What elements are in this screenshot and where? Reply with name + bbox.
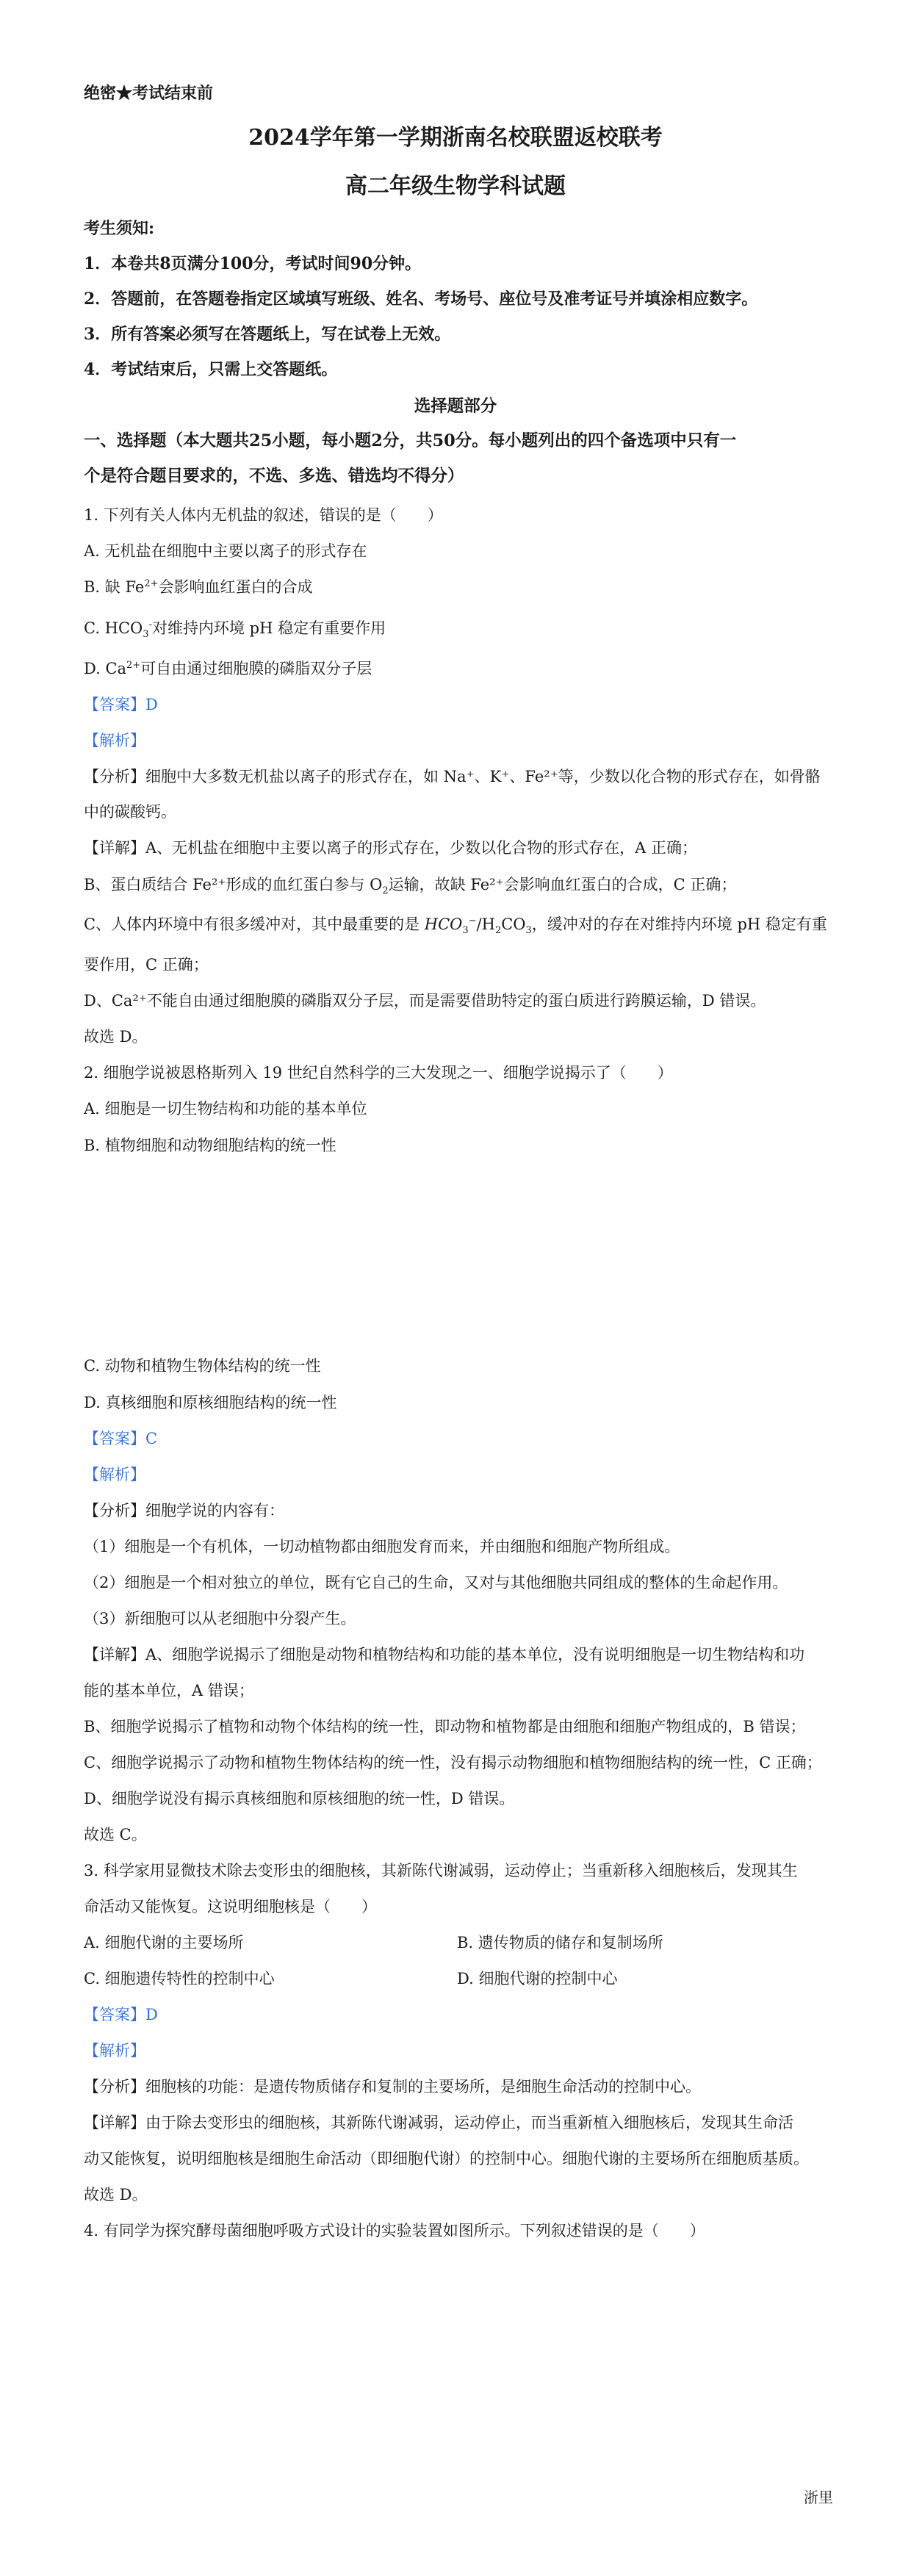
question-2-option-b: B. 植物细胞和动物细胞结构的统一性: [84, 1137, 336, 1154]
question-1-detail: D、Ca²⁺不能自由通过细胞膜的磷脂双分子层，而是需要借助特定的蛋白质进行跨膜运输，D 错误。: [84, 992, 766, 1010]
question-1-detail: C、人体内环境中有很多缓冲对，其中最重要的是 $HCO_3^-/H_2CO_3$，缓冲对的存在对维持内环境 pH 稳定有重: [84, 915, 827, 937]
question-2-option-a: A. 细胞是一切生物结构和功能的基本单位: [84, 1100, 367, 1118]
question-1-analysis: 中的碳酸钙。: [84, 803, 176, 821]
question-1-detail: 【详解】A、无机盐在细胞中主要以离子的形式存在，少数以化合物的形式存在，A 正确；: [84, 839, 698, 857]
question-3-detail: 【详解】由于除去变形虫的细胞核，其新陈代谢减弱，运动停止，而当重新植入细胞核后，发现其生命活: [84, 2114, 793, 2131]
question-3-detail: 动又能恢复，说明细胞核是细胞生命活动（即细胞代谢）的控制中心。细胞代谢的主要场所在细胞质基质。: [84, 2150, 809, 2167]
question-2-answer: 【答案】C: [84, 1430, 158, 1447]
question-3-analysis: 【分析】细胞核的功能：是遗传物质储存和复制的主要场所，是细胞生命活动的控制中心。: [84, 2078, 701, 2095]
question-3-option-c: C. 细胞遗传特性的控制中心: [84, 1970, 275, 1987]
question-1-detail: B、蛋白质结合 Fe²⁺形成的血红蛋白参与 $O_2$运输，故缺 Fe²⁺会影响血红蛋白的合成，C 正确；: [84, 876, 737, 897]
notice-heading: 考生须知:: [84, 219, 155, 238]
question-2-analysis-label: 【解析】: [84, 1466, 145, 1483]
question-2-stem: 2. 细胞学说被恩格斯列入 19 世纪自然科学的三大发现之一、细胞学说揭示了（ ）: [84, 1064, 673, 1082]
question-3-analysis-label: 【解析】: [84, 2042, 145, 2059]
question-2-conclusion: 故选 C。: [84, 1826, 147, 1843]
question-1-detail: 要作用，C 正确；: [84, 956, 209, 974]
question-3-option-d: D. 细胞代谢的控制中心: [457, 1970, 618, 1987]
question-3-answer: 【答案】D: [84, 2006, 158, 2023]
question-2-analysis: （2）细胞是一个相对独立的单位，既有它自己的生命，又对与其他细胞共同组成的整体的生命起作用。: [84, 1574, 788, 1591]
question-1-conclusion: 故选 D。: [84, 1028, 148, 1046]
question-2-detail: B、细胞学说揭示了植物和动物个体结构的统一性，即动物和植物都是由细胞和细胞产物组成的，B 错误；: [84, 1718, 806, 1735]
confidential-label: 绝密★考试结束前: [84, 84, 214, 103]
question-2-option-c: C. 动物和植物生物体结构的统一性: [84, 1357, 321, 1375]
question-3-stem: 命活动又能恢复。这说明细胞核是（ ）: [84, 1898, 377, 1915]
question-1-option-b: B. 缺 $Fe^{2+}$会影响血红蛋白的合成: [84, 578, 313, 596]
exam-title: 2024学年第一学期浙南名校联盟返校联考: [248, 125, 663, 151]
question-2-detail: D、细胞学说没有揭示真核细胞和原核细胞的统一性，D 错误。: [84, 1790, 515, 1807]
question-1-stem: 1. 下列有关人体内无机盐的叙述，错误的是（ ）: [84, 506, 443, 524]
question-1-option-d: D. $Ca^{2+}$可自由通过细胞膜的磷脂双分子层: [84, 660, 372, 677]
section-instruction: 一、选择题（本大题共25小题，每小题2分，共50分。每小题列出的四个备选项中只有一: [84, 431, 737, 450]
question-1-answer: 【答案】D: [84, 696, 158, 713]
question-1-option-a: A. 无机盐在细胞中主要以离子的形式存在: [84, 542, 367, 560]
question-1-analysis-label: 【解析】: [84, 732, 145, 749]
question-1-option-c: C. $HCO_3^-$对维持内环境 pH 稳定有重要作用: [84, 619, 386, 641]
question-2-analysis: （3）新细胞可以从老细胞中分裂产生。: [84, 1610, 356, 1627]
question-4-stem: 4. 有同学为探究酵母菌细胞呼吸方式设计的实验装置如图所示。下列叙述错误的是（ ）: [84, 2222, 705, 2239]
notice-item: 4．考试结束后，只需上交答题纸。: [84, 360, 338, 379]
footer-mark: 浙里: [804, 2489, 833, 2506]
section-instruction: 个是符合题目要求的，不选、多选、错选均不得分）: [84, 467, 464, 486]
question-2-analysis: 【分析】细胞学说的内容有：: [84, 1502, 284, 1519]
question-2-detail: C、细胞学说揭示了动物和植物生物体结构的统一性，没有揭示动物细胞和植物细胞结构的统一性，C 正确；: [84, 1754, 822, 1771]
question-3-stem: 3. 科学家用显微技术除去变形虫的细胞核，其新陈代谢减弱，运动停止；当重新移入细胞核后，发现其生: [84, 1862, 798, 1879]
notice-item: 2．答题前，在答题卷指定区域填写班级、姓名、考场号、座位号及准考证号并填涂相应数字。: [84, 289, 758, 309]
question-2-analysis: （1）细胞是一个有机体，一切动植物都由细胞发育而来，并由细胞和细胞产物所组成。: [84, 1538, 680, 1555]
question-1-analysis: 【分析】细胞中大多数无机盐以离子的形式存在，如 Na⁺、K⁺、Fe²⁺等，少数以化合物的形式存在，如骨骼: [84, 768, 821, 785]
exam-subtitle: 高二年级生物学科试题: [345, 173, 566, 199]
question-3-conclusion: 故选 D。: [84, 2186, 148, 2203]
question-2-option-d: D. 真核细胞和原核细胞结构的统一性: [84, 1394, 337, 1411]
question-2-detail: 能的基本单位，A 错误；: [84, 1682, 254, 1699]
notice-item: 3．所有答案必须写在答题纸上，写在试卷上无效。: [84, 325, 451, 344]
section-title: 选择题部分: [414, 397, 497, 416]
notice-item: 1．本卷共8页满分100分，考试时间90分钟。: [84, 254, 422, 273]
question-2-detail: 【详解】A、细胞学说揭示了细胞是动物和植物结构和功能的基本单位，没有说明细胞是一切生物结构和功: [84, 1646, 805, 1663]
question-3-option-b: B. 遗传物质的储存和复制场所: [457, 1934, 663, 1951]
question-3-option-a: A. 细胞代谢的主要场所: [84, 1934, 244, 1951]
